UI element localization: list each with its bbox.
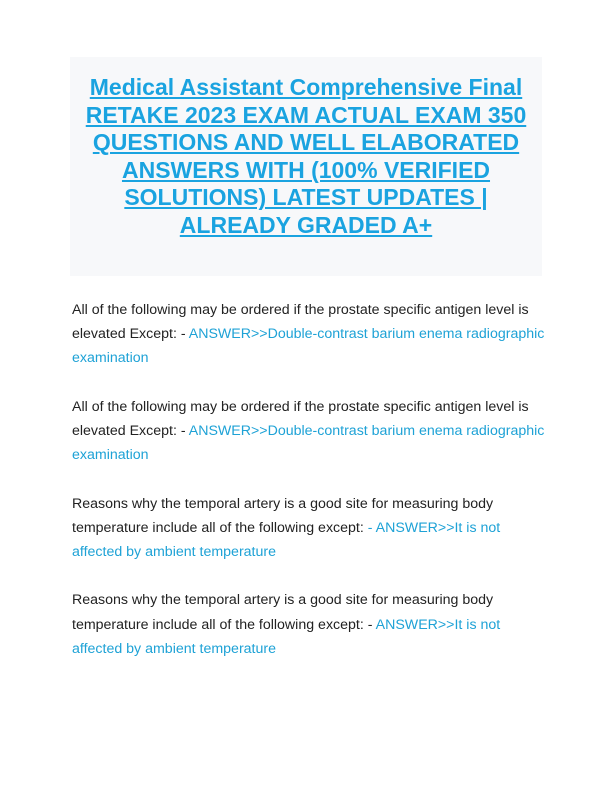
question-answer-line <box>72 419 547 443</box>
answer-text: affected by ambient temperature <box>72 640 277 657</box>
question-text: Reasons why the temporal artery is a good site for measuring body <box>72 592 494 609</box>
title-line: SOLUTIONS) LATEST UPDATES | <box>124 184 488 211</box>
question-text: temperature include all of the following except: - <box>72 616 376 633</box>
answer-text: affected by ambient temperature <box>72 544 277 560</box>
answer-text: - ANSWER>>It is not <box>367 519 501 536</box>
answer-text: examination <box>72 350 149 367</box>
question-answer-line <box>72 613 547 637</box>
question-text: elevated Except: - <box>72 326 189 343</box>
title-line: QUESTIONS AND WELL ELABORATED <box>92 129 520 156</box>
answer-text: ANSWER>>Double-contrast barium enema radiographic <box>188 423 545 439</box>
answer-text: examination <box>72 447 149 464</box>
question-text: Reasons why the temporal artery is a good site for measuring body <box>72 495 494 512</box>
question-text: temperature include all of the following except: <box>72 519 368 536</box>
qa-item <box>72 492 547 565</box>
question-text: All of the following may be ordered if the prostate specific antigen level is <box>72 398 529 415</box>
qa-item <box>72 298 547 371</box>
title-line: ANSWERS WITH (100% VERIFIED <box>121 156 491 183</box>
question-answer-line <box>72 322 547 346</box>
question-text: elevated Except: - <box>72 423 189 439</box>
question-answer-line <box>72 516 547 540</box>
qa-item <box>72 395 547 468</box>
answer-text: ANSWER>>It is not <box>375 616 501 633</box>
question-text: All of the following may be ordered if the prostate specific antigen level is <box>72 302 529 318</box>
answer-text: ANSWER>>Double-contrast barium enema radiographic <box>188 326 545 343</box>
title-banner <box>70 57 542 276</box>
document-title <box>70 57 542 240</box>
title-line: ALREADY GRADED A+ <box>179 211 433 238</box>
title-line: RETAKE 2023 EXAM ACTUAL EXAM 350 <box>85 101 527 128</box>
title-line: Medical Assistant Comprehensive Final <box>89 74 523 100</box>
qa-list <box>72 298 547 685</box>
qa-item <box>72 588 547 661</box>
